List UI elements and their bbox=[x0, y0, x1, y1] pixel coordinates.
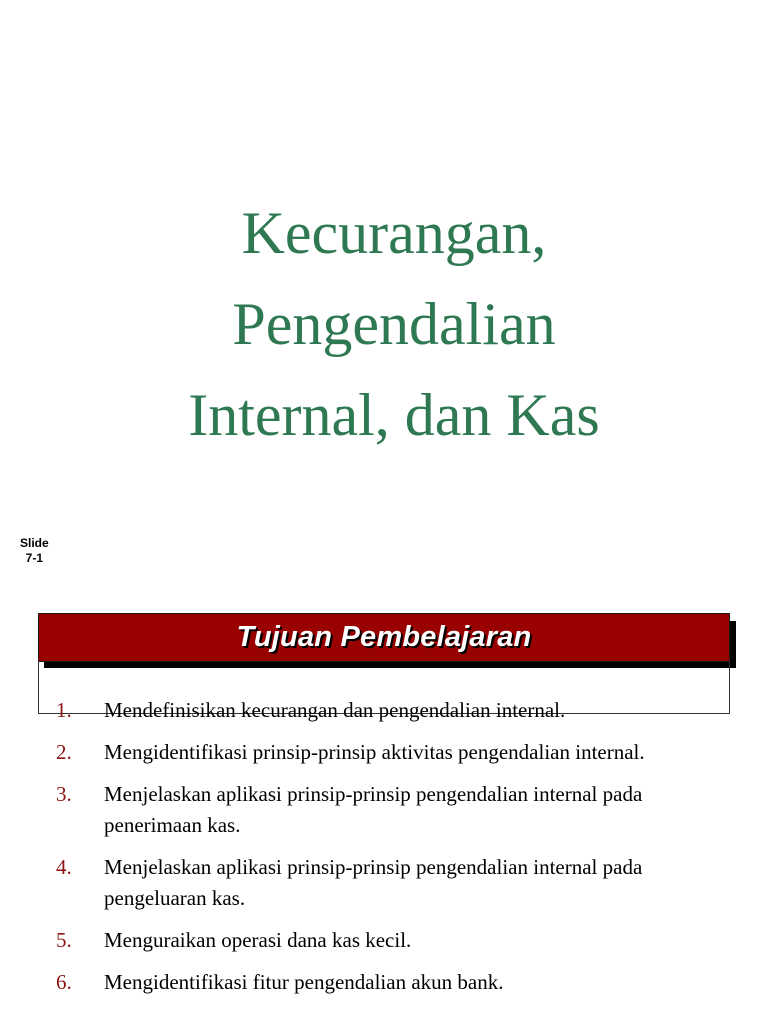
objective-text: Menjelaskan aplikasi prinsip-prinsip pengendalian internal pada penerimaan kas. bbox=[104, 782, 643, 837]
objectives-list bbox=[56, 695, 696, 1009]
objective-text: Mendefinisikan kecurangan dan pengendalian internal. bbox=[104, 698, 566, 722]
objective-text: Menguraikan operasi dana kas kecil. bbox=[104, 928, 412, 952]
objective-number: 6. bbox=[56, 970, 72, 994]
objective-item bbox=[56, 852, 696, 914]
objective-text: Menjelaskan aplikasi prinsip-prinsip pengendalian internal pada pengeluaran kas. bbox=[104, 855, 643, 910]
objective-number: 1. bbox=[56, 698, 72, 722]
slide-title bbox=[0, 188, 768, 461]
objective-text: Mengidentifikasi fitur pengendalian akun bank. bbox=[104, 970, 504, 994]
objective-number: 4. bbox=[56, 855, 72, 879]
slide-title-line-2: Pengendalian bbox=[232, 291, 556, 357]
slide-label-text: Slide bbox=[20, 536, 49, 550]
slide-title-line-1: Kecurangan, bbox=[241, 200, 547, 266]
objective-number: 5. bbox=[56, 928, 72, 952]
slide-title-line-3: Internal, dan Kas bbox=[188, 382, 600, 448]
objectives-banner-title: Tujuan Pembelajaran bbox=[236, 621, 532, 653]
objective-number: 2. bbox=[56, 740, 72, 764]
objective-item bbox=[56, 925, 696, 956]
objective-text: Mengidentifikasi prinsip-prinsip aktivitas pengendalian internal. bbox=[104, 740, 645, 764]
objective-item bbox=[56, 779, 696, 841]
slide-number: 7-1 bbox=[25, 551, 44, 565]
objective-item bbox=[56, 695, 696, 726]
objectives-banner bbox=[38, 613, 730, 662]
slide-number-label bbox=[20, 536, 49, 566]
objective-item bbox=[56, 967, 696, 998]
objective-item bbox=[56, 737, 696, 768]
objective-number: 3. bbox=[56, 782, 72, 806]
